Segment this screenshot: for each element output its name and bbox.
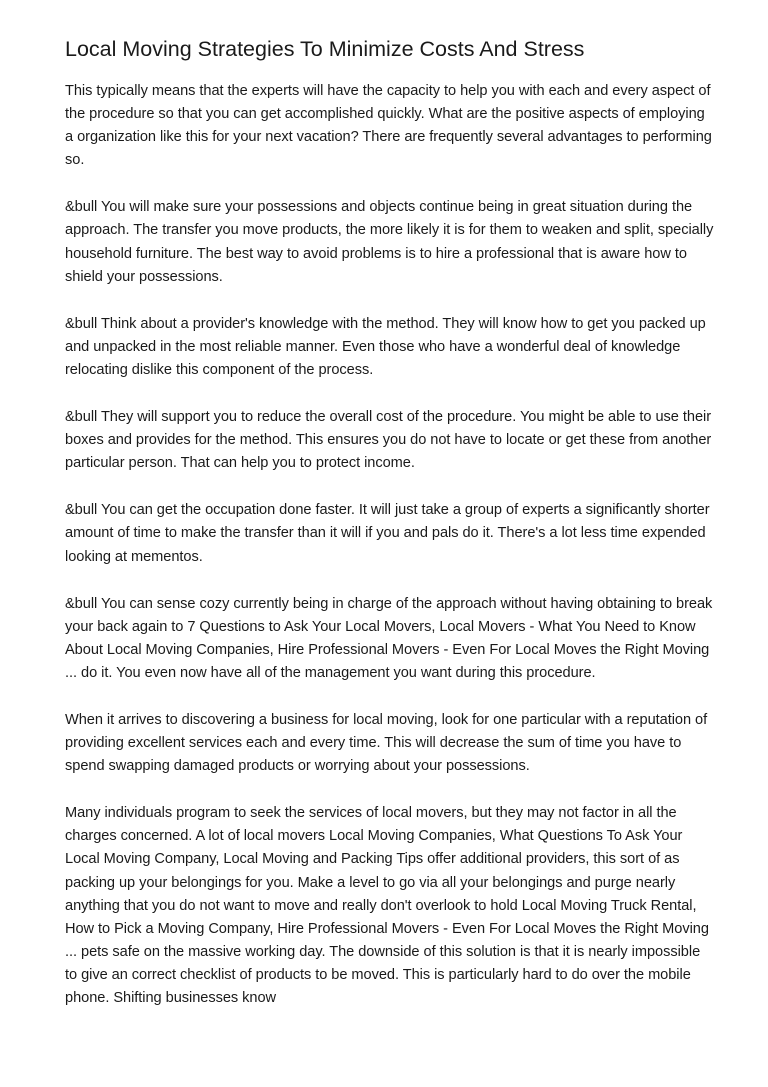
paragraph: &bull You can sense cozy currently being in charge of the approach without having obtaining to break your back again to 7 Questions to Ask Your Local Movers, Local Movers - What You Need to Know About Local Moving Companies, Hire Professional Movers - Even For Local Moves the Right Moving ... do it. You even now have all of the management you want during this procedure. — [65, 595, 713, 681]
paragraph: This typically means that the experts will have the capacity to help you with each and every aspect of the procedure so that you can get accomplished quickly. What are the positive aspects of employing a organization like this for your next vacation? There are frequently several advantages to performing so. — [65, 83, 712, 169]
paragraph: &bull They will support you to reduce the overall cost of the procedure. You might be able to use their boxes and provides for the method. This ensures you do not have to locate or get these from another particular person. That can help you to protect income. — [65, 409, 712, 472]
paragraph: &bull You will make sure your possessions and objects continue being in great situation during the approach. The transfer you move products, the more likely it is for them to weaken and split, specially household furniture. The best way to avoid problems is to hire a professional that is aware how to shield your possessions. — [65, 199, 714, 285]
document-page — [65, 34, 715, 1034]
paragraph: When it arrives to discovering a business for local moving, look for one particular with a reputation of providing excellent services each and every time. This will decrease the sum of time you have to spend swapping damaged products or worrying about your possessions. — [65, 711, 708, 775]
paragraph: Many individuals program to seek the services of local movers, but they may not factor in all the charges concerned. A lot of local movers Local Moving Companies, What Questions To Ask Your Local Moving Company, Local Moving and Packing Tips offer additional providers, this sort of as packing up your belongings for you. Make a level to go via all your belongings and purge nearly anything that you do not want to move and really don't overlook to hold Local Moving Truck Rental, How to Pick a Moving Company, Hire Professional Movers - Even For Local Moves the Right Moving ... pets safe on the massive working day. The downside of this solution is that it is nearly impossible to give an correct checklist of products to be moved. This is particularly hard to do over the mobile phone. Shifting businesses know — [65, 805, 709, 1006]
paragraph: &bull You can get the occupation done faster. It will just take a group of experts a significantly shorter amount of time to make the transfer than it will if you and pals do it. There's a lot less time expended looking at mementos. — [65, 502, 710, 565]
page-title: Local Moving Strategies To Minimize Costs And Stress — [65, 37, 585, 61]
paragraph: &bull Think about a provider's knowledge with the method. They will know how to get you packed up and unpacked in the most reliable manner. Even those who have a wonderful deal of knowledge relocating dislike this component of the process. — [65, 315, 706, 378]
